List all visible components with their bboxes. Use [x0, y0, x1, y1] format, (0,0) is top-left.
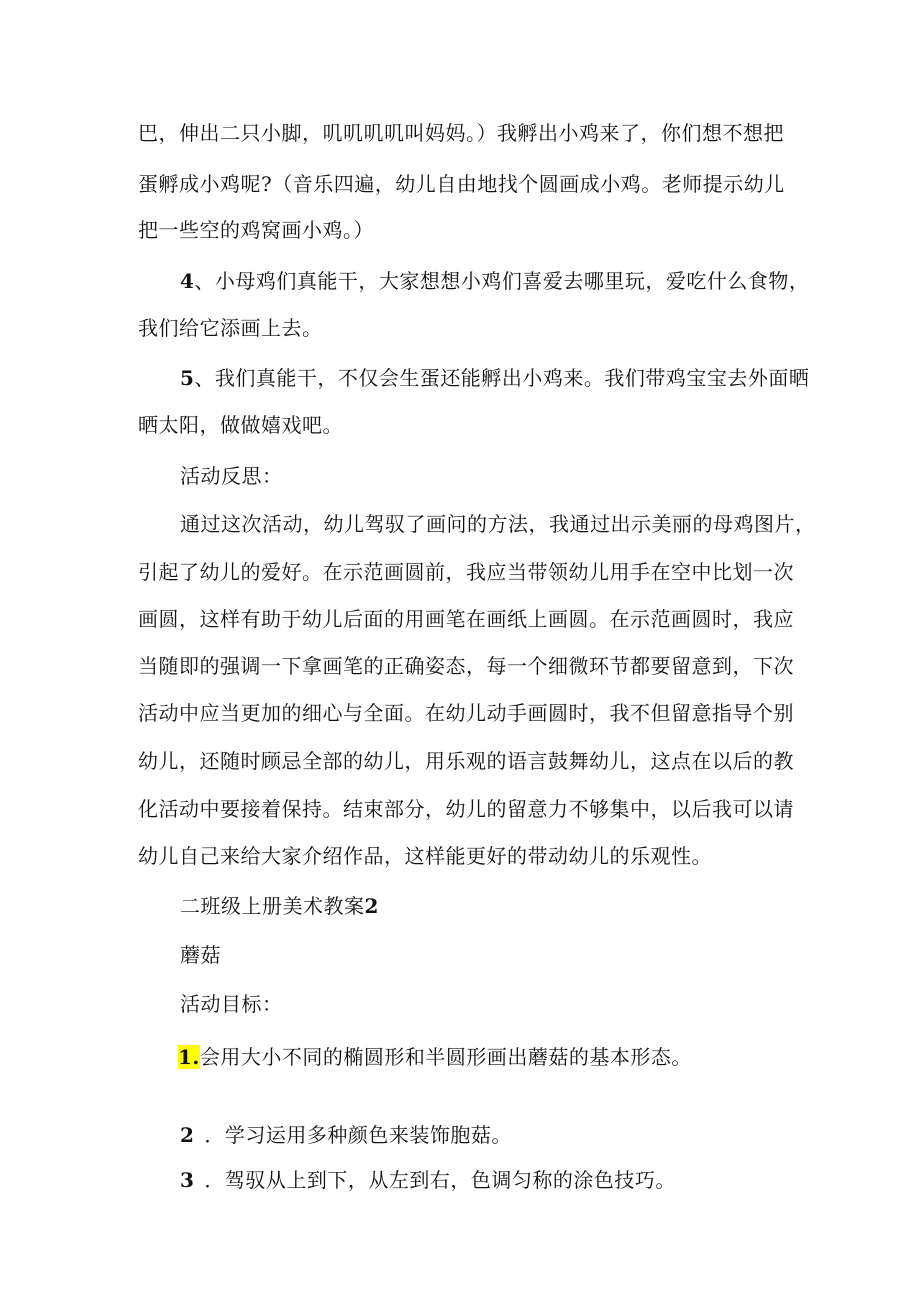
section-title	[180, 892, 379, 920]
goals-heading: 活动目标：	[180, 992, 283, 1016]
goal-text: ．学习运用多种颜色来装饰胞菇。	[204, 1123, 512, 1147]
text-line: 把一些空的鸡窝画小鸡。）	[138, 218, 374, 242]
item-number: 4	[180, 269, 195, 293]
goal-item-3	[180, 1166, 676, 1194]
goal-text: 会用大小不同的椭圆形和半圆形画出蘑菇的基本形态。	[199, 1045, 692, 1069]
section-title-text: 二班级上册美术教案	[180, 894, 365, 918]
goal-number-highlight: 1.	[178, 1045, 200, 1069]
goal-text: ．驾驭从上到下，从左到右，色调匀称的涂色技巧。	[204, 1168, 676, 1192]
text-line: 巴，伸出二只小脚，叽叽叽叽叫妈妈。）我孵出小鸡来了，你们想不想把	[138, 121, 784, 145]
text-line: 引起了幼儿的爱好。在示范画圆前，我应当带领幼儿用手在空中比划一次	[138, 560, 794, 584]
text-line: 我们给它添画上去。	[138, 316, 323, 340]
goal-number: 3	[180, 1168, 195, 1192]
text-line: 晒太阳，做做嬉戏吧。	[138, 413, 343, 437]
paragraph-4-line	[180, 267, 809, 295]
text-span: 、小母鸡们真能干，大家想想小鸡们喜爱去哪里玩，爱吃什么食物，	[194, 269, 810, 293]
goal-item-1	[178, 1043, 692, 1071]
text-span: 、我们真能干，不仅会生蛋还能孵出小鸡来。我们带鸡宝宝去外面晒	[194, 366, 810, 390]
text-line: 蛋孵成小鸡呢?（音乐四遍，幼儿自由地找个圆画成小鸡。老师提示幼儿	[138, 172, 785, 196]
text-line: 化活动中要接着保持。结束部分，幼儿的留意力不够集中，以后我可以请	[138, 797, 794, 821]
paragraph-5-line	[180, 364, 809, 392]
text-line: 当随即的强调一下拿画笔的正确姿态，每一个细微环节都要留意到，下次	[138, 654, 794, 678]
section-number: 2	[364, 894, 379, 918]
item-number: 5	[180, 366, 195, 390]
text-line: 幼儿自己来给大家介绍作品，这样能更好的带动幼儿的乐观性。	[138, 844, 712, 868]
reflection-heading: 活动反思：	[180, 464, 283, 488]
text-line: 通过这次活动，幼儿驾驭了画问的方法，我通过出示美丽的母鸡图片，	[180, 512, 816, 536]
text-line: 画圆，这样有助于幼儿后面的用画笔在画纸上画圆。在示范画圆时，我应	[138, 607, 794, 631]
goal-item-2	[180, 1121, 512, 1149]
goal-number: 2	[180, 1123, 195, 1147]
subject-title: 蘑菇	[180, 943, 221, 967]
text-line: 幼儿，还随时顾忌全部的幼儿，用乐观的语言鼓舞幼儿，这点在以后的教	[138, 749, 794, 773]
text-line: 活动中应当更加的细心与全面。在幼儿动手画圆时，我不但留意指导个别	[138, 701, 794, 725]
